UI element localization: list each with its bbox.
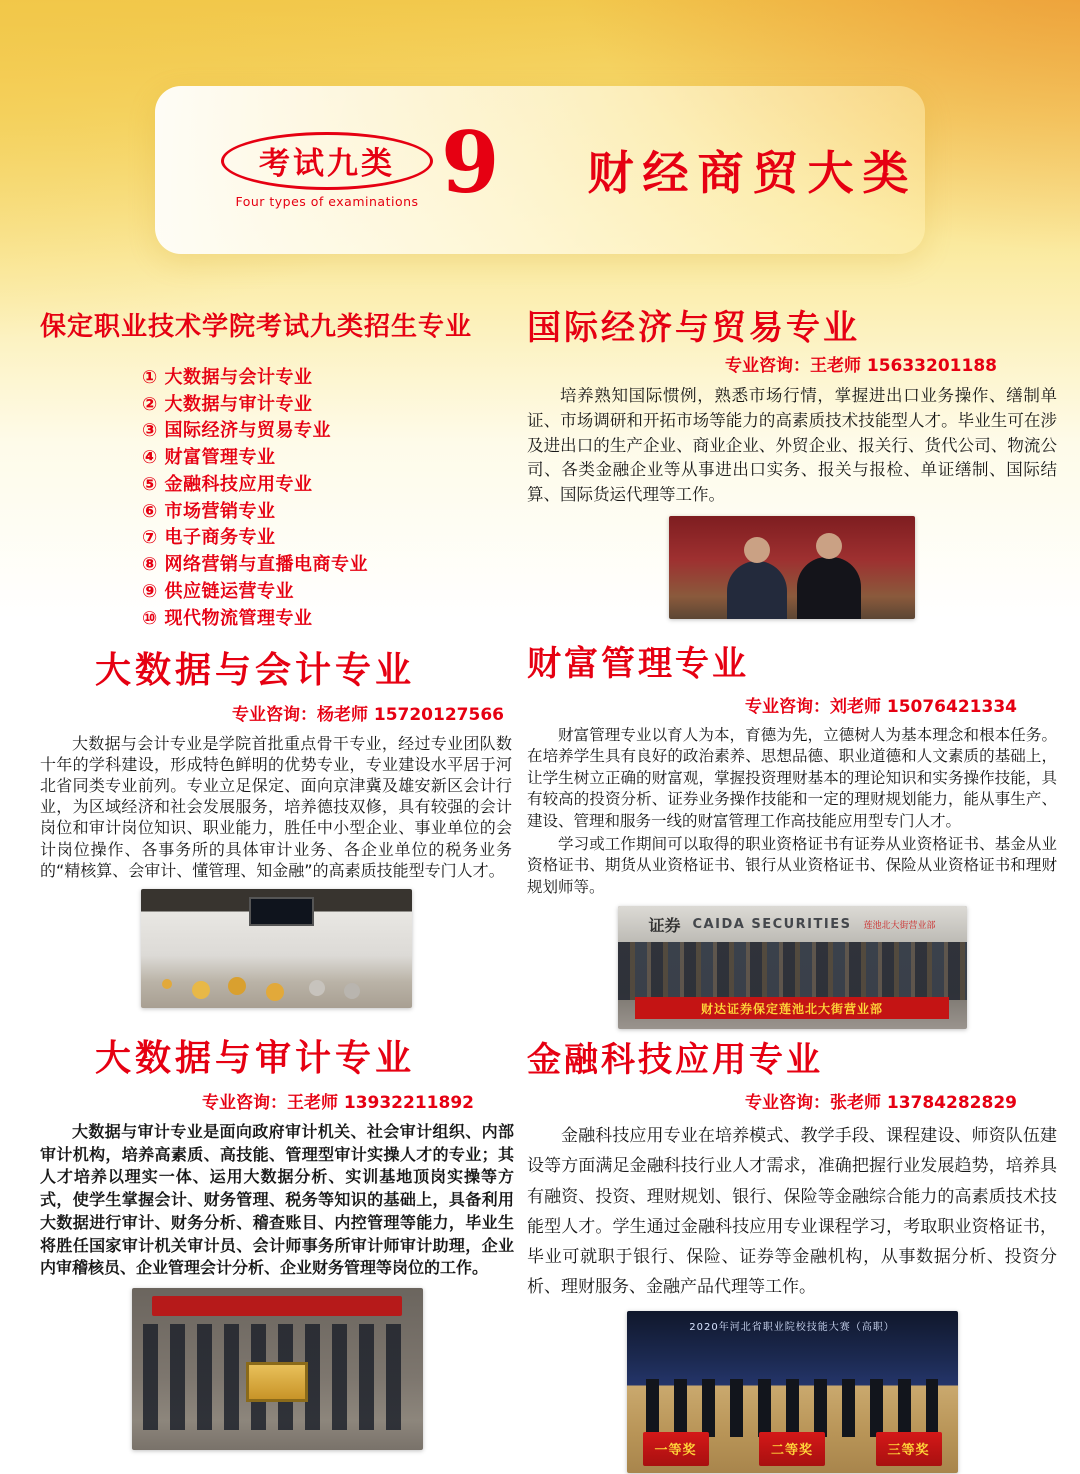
photo-international-trade [669,516,915,619]
screen-title: 2020年河北省职业院校技能大赛（高职） [689,1321,895,1333]
majors-list-item: ⑤ 金融科技应用专业 [142,473,313,495]
majors-list-item: ③ 国际经济与贸易专业 [142,420,332,442]
consult-line-trade: 专业咨询：王老师 15633201188 [724,356,997,376]
section-wealth-management [527,636,1057,1029]
sign-text-en: CAIDA SECURITIES [692,916,852,932]
award-card-first-prize: 一等奖 [643,1432,709,1466]
classroom-chairs [162,979,172,989]
section-body-fintech: 金融科技应用专业在培养模式、教学手段、课程建设、师资队伍建设等方面满足金融科技行业人才需求，准确把握行业发展趋势，培养具有融资、投资、理财规划、银行、保险等金融综合能力的高素质技术技能型人才。学生通过金融科技应用专业课程学习，考取职业资格证书，毕业可就职于银行、保险、证券等金融机构，从事数据分析、投资分析、理财服务、金融产品代理等工作。 [527,1126,1057,1298]
majors-list-item: ⑥ 市场营销专业 [142,500,276,522]
sign-text-sub: 莲池北大街营业部 [863,920,936,931]
majors-list-item: ⑧ 网络营销与直播电商专业 [142,554,369,576]
person-silhouette [797,557,861,619]
section-accounting [40,642,512,1008]
section-international-trade [527,300,1057,619]
section-title-trade: 国际经济与贸易专业 [527,308,860,348]
majors-list-item: ② 大数据与审计专业 [142,393,313,415]
exam-category-badge [221,132,433,209]
classroom-screen [249,897,314,926]
section-title-wealth: 财富管理专业 [527,644,749,684]
consult-line-fintech: 专业咨询：张老师 13784282829 [744,1093,1017,1113]
award-card-third-prize: 三等奖 [876,1432,942,1466]
person-silhouette [727,561,787,619]
photo-caida-securities [618,906,967,1029]
consult-line-accounting: 专业咨询：杨老师 15720127566 [231,705,504,725]
majors-list-title: 保定职业技术学院考试九类招生专业 [40,312,473,342]
section-body-audit: 大数据与审计专业是面向政府审计机关、社会审计组织、内部审计机构，培养高素质、高技能、管理型审计实操人才的专业；其人才培养以理实一体、运用大数据分析、实训基地顶岗实操等方式，使学生掌握会计、财务管理、税务等知识的基础上，具备利用大数据进行审计、财务分析、稽查账目、内控管理等能力，毕业生将胜任国家审计机关审计员、会计师事务所审计师审计助理，企业内审稽核员、企业管理会计分析、企业财务管理等岗位的工作。 [40,1122,514,1278]
majors-list-item: ⑩ 现代物流管理专业 [142,607,313,629]
photo-fintech-award [627,1311,958,1473]
majors-list-item: ① 大数据与会计专业 [142,367,313,388]
majors-list [142,367,514,629]
majors-list-item: ⑨ 供应链运营专业 [142,580,295,602]
page-title: 财经商贸大类 [587,146,918,200]
storefront-sign [618,906,967,942]
majors-list-item: ④ 财富管理专业 [142,447,276,469]
badge-subtitle: Four types of examinations [235,193,419,209]
section-audit [40,1030,514,1450]
section-title-accounting: 大数据与会计专业 [95,650,416,691]
sign-text-cn: 证券 [648,915,681,935]
section-fintech [527,1032,1057,1473]
section-body-trade: 培养熟知国际惯例，熟悉市场行情，掌握进出口业务操作、缮制单证、市场调研和开拓市场等能力的高素质技术技能型人才。毕业生可在涉及进出口的生产企业、商业企业、外贸企业、报关行、货代公司、物流公司、各类金融企业等从事进出口实务、报关与报检、单证缮制、国际结算、国际货运代理等工作。 [527,386,1057,504]
red-banner [152,1296,402,1316]
consult-line-wealth: 专业咨询：刘老师 15076421334 [744,697,1017,717]
award-card-second-prize: 二等奖 [759,1432,825,1466]
photo-accounting-classroom [141,889,412,1008]
majors-list-section [40,306,514,634]
section-body-wealth-p1: 财富管理专业以育人为本，育德为先，立德树人为基本理念和根本任务。在培养学生具有良好的政治素养、思想品德、职业道德和人文素质的基础上，让学生树立正确的财富观，掌握投资理财基本的理论知识和实务操作技能，具有较高的投资分析、证券业务操作技能和一定的理财规划能力，能从事生产、建设、管理和服务一线的财富管理工作高技能应用型专门人才。 [527,726,1057,830]
consult-line-audit: 专业咨询：王老师 13932211892 [201,1093,474,1113]
crowd-silhouette [646,1379,937,1437]
badge-number: 9 [441,113,500,212]
section-title-audit: 大数据与审计专业 [95,1038,416,1079]
award-plaque [246,1362,308,1402]
photo-audit-ceremony [132,1288,423,1450]
majors-list-item: ⑦ 电子商务专业 [142,527,276,549]
section-body-wealth-p2: 学习或工作期间可以取得的职业资格证书有证券从业资格证书、基金从业资格证书、期货从业资格证书、银行从业资格证书、保险从业资格证书和理财规划师等。 [527,834,1057,896]
red-banner-text: 财达证券保定莲池北大街营业部 [635,997,949,1019]
badge-title: 考试九类 [259,146,395,182]
badge-oval-frame [221,132,433,190]
crowd-silhouette [618,942,967,1000]
section-title-fintech: 金融科技应用专业 [527,1040,823,1080]
header-banner [155,86,925,254]
section-body-accounting: 大数据与会计专业是学院首批重点骨干专业，经过专业团队数十年的学科建设，形成特色鲜明的优势专业，专业建设水平居于河北省同类专业前列。专业立足保定、面向京津冀及雄安新区会计行业，为区域经济和社会发展服务，培养德技双修，具有较强的会计岗位和审计岗位知识、职业能力，胜任中小型企业、事业单位的会计岗位操作、各事务所的具体审计业务、各企业单位的税务业务的“精核算、会审计、懂管理、知金融”的高素质技能型专门人才。 [40,734,512,880]
